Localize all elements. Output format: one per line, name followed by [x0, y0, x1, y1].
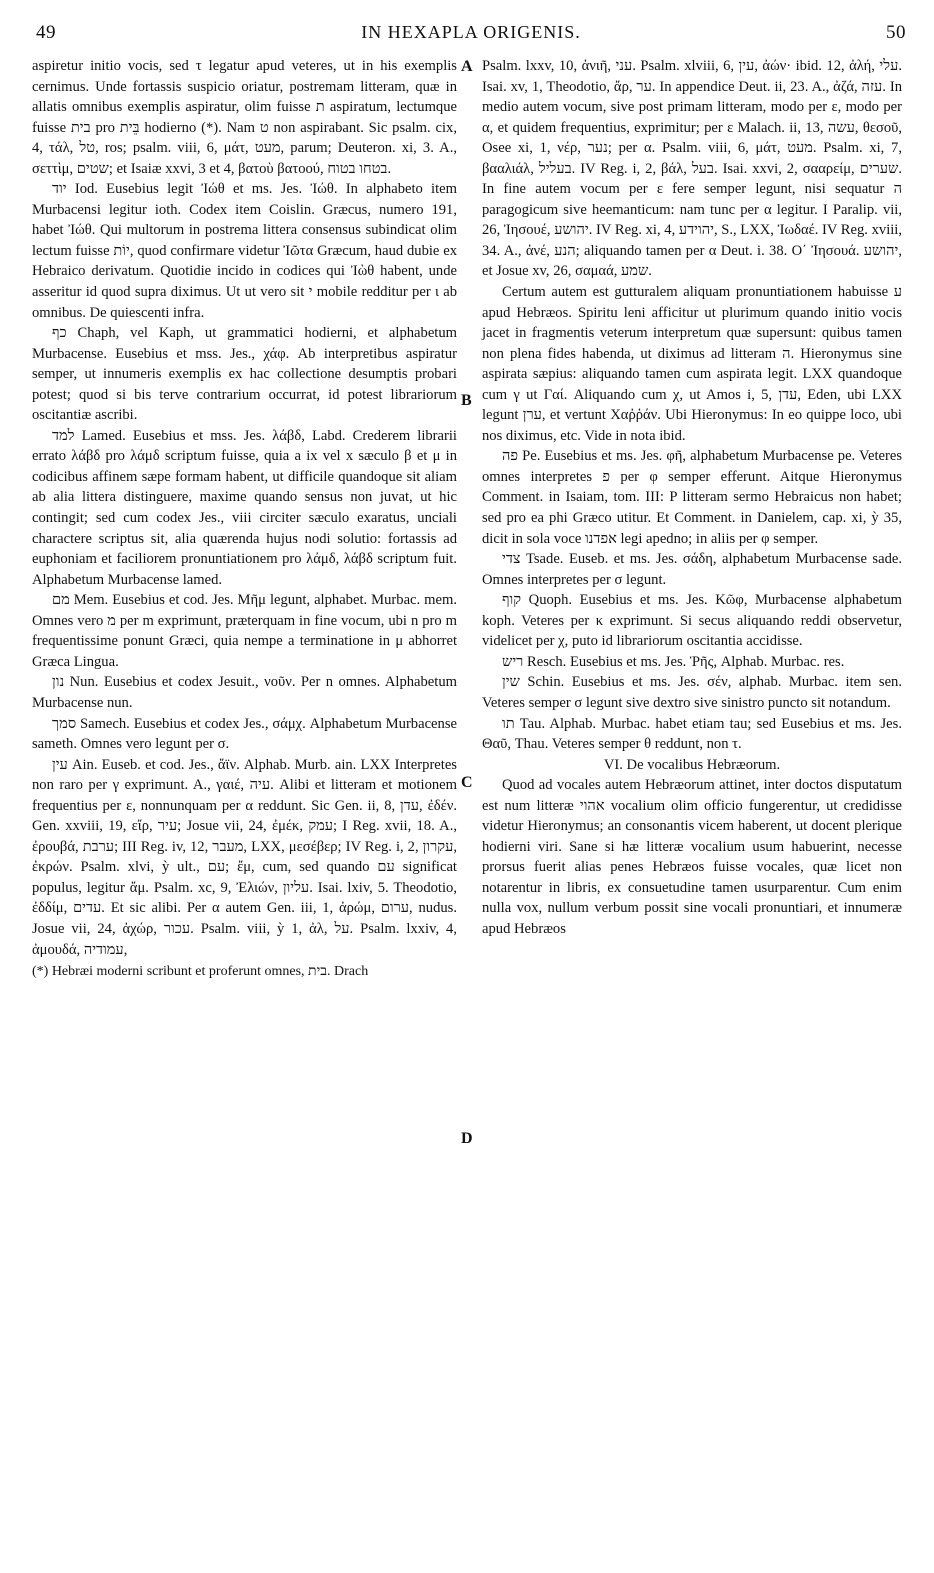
right-column — [482, 56, 902, 940]
paragraph-resch: ריש Resch. Eusebius et ms. Jes. Ῥῆς, Alphab. Murbac. res. — [502, 653, 845, 670]
paragraph-vocales: Quod ad vocales autem Hebræorum attinet, inter doctos disputatum est num litteræ אהוי vocalium olim officio fungerentur, ut credidisse videtur Hieronymus; an consonantis vicem haberent, ut docent plerique hodierni viri. Sane si hæ litteræ vocalium usum habuerint, necesse prorsus fuerit alias penes Hebræos fuisse vocales, quæ licet non notarentur in libris, ex consuetudine tamen usurparentur. Cum enim nulla vox, nullum verbum possit sine vocali pronuntiari, et innumeræ apud Hebræos — [482, 777, 902, 937]
column-marker-a: A — [461, 58, 473, 75]
running-header — [36, 22, 906, 48]
paragraph-schin: שין Schin. Eusebius et ms. Jes. σέν, alphab. Murbac. item sen. Veteres semper σ legunt sive dextro sive sinistro puncto sit notandum. — [482, 674, 902, 711]
paragraph-samech: סמך Samech. Eusebius et codex Jes., σάμχ. Alphabetum Murbacense sameth. Omnes vero legunt per σ. — [32, 715, 457, 753]
paragraph-nun: נון Nun. Eusebius et codex Jesuit., νοῦν. Per n omnes. Alphabetum Murbacense nun. — [32, 674, 457, 711]
section-heading: VI. De vocalibus Hebræorum. — [603, 756, 781, 773]
paragraph: aspiretur initio vocis, sed τ legatur apud veteres, ut in his exemplis cernimus. Unde fortassis suspicio oriatur, postremam litteram, quæ in allatis omnibus exemplis aspiratur, olim fuisse ת aspiratum, lectumque fuisse בית pro בֵּית hodierno (*). Nam ט non aspirabant. Sic psalm. cix, 4, τάλ, טל, ros; psalm. viii, 6, μάτ, מעט, parum; Deuteron. xi, 3. A., σεττὶμ, שטים; et Isaiæ xxvi, 3 et 4, βατοὺ βατοού, בטחו בטוח. — [32, 58, 457, 177]
page-number-right: 50 — [886, 22, 906, 43]
running-title: IN HEXAPLA ORIGENIS. — [361, 22, 581, 42]
paragraph-chaph: כף Chaph, vel Kaph, ut grammatici hodierni, et alphabetum Murbacense. Eusebius et mss. Jes., χάφ. Ab interpretibus aspiratur semper, ut innumeris exemplis ex hac collectione desumptis probari potest; quod si bis terve contrarium occurrat, id potest librariorum oscitantiæ ascribi. — [32, 325, 457, 424]
page-number-left: 49 — [36, 22, 56, 43]
column-marker-b: B — [461, 392, 472, 409]
paragraph-lamed: למד Lamed. Eusebius et mss. Jes. λάβδ, Labd. Crederem librarii errato λάβδ pro λάμδ scriptum fuisse, quia a ix vel x sæculo β et μ in codicibus affinem sæpe formam habent, ut difficile quandoque sit aliam ab alia littera distinguere, maxime quando sensus non juvat, ut hic contingit; sed cum codex Jes., viii circiter sæculo exaratus, unciali charactere scriptus sit, alia quærenda hujus nodi solutio: fortassis ad euphoniam et faciliorem pronuntiationem pro λάμδ, λάβδ scriptum fuit. Alphabetum Murbacense lamed. — [32, 427, 457, 588]
paragraph-ain: עין Ain. Euseb. et cod. Jes., ἄϊν. Alphab. Murb. ain. LXX Interpretes non raro per γ exprimunt. A., γαιέ, עיה. Alibi et litteram et motionem frequentius per ε, nonnunquam per α reddunt. Sic Gen. ii, 8, עדן, ἐδέν. Gen. xxviii, 19, εἴρ, עיר; Josue vii, 24, ἐμέκ, עמק; I Reg. xvii, 18. A., ἐρουβά, ערבת; III Reg. iv, 12, מעבר, LXX, μεσέβερ; IV Reg. i, 2, עקרון, ἐκρών. Psalm. xlvi, ỳ ult., עם; ἔμ, cum, sed quando עם significat populus, legitur ἄμ. Psalm. xc, 9, Ἐλιών, עליון. Isai. lxiv, 5. Theodotio, ἐδδίμ, עדים. Et sic alibi. Per α autem Gen. iii, 1, ἀρώμ, ערום, nudus. Josue vii, 24, ἀχώρ, עכור. Psalm. viii, ỳ 1, ἀλ, על. Psalm. lxxiv, 4, ἀμουδά, עמודיה, — [32, 756, 458, 958]
paragraph-gutturalem: Certum autem est gutturalem aliquam pronuntiationem habuisse ע apud Hebræos. Spiritu leni afficitur ut plurimum quando initio vocis jacet in fragmentis veterum interpretum quæ supersunt: quibus tamen non plena fides habenda, ut diximus ad litteram ה. Hieronymus sine aspirata sæpius: aliquando tamen cum aspirata legit. LXX quandoque cum γ ut Γαί. Aliquando cum χ, ut Amos i, 5, עדן, Eden, ubi LXX legunt ערן, et vertunt Χαῤῥάν. Ubi Hieronymus: In eo quippe loco, ubi nos diximus, etc. Vide in nota ibid. — [482, 284, 903, 444]
paragraph-mem: מם Mem. Eusebius et cod. Jes. Μῆμ legunt, alphabet. Murbac. mem. Omnes vero מ per m exprimunt, præterquam in fine vocum, ubi n pro m frequentissime ponunt Græci, quia nempe a terminatione in μ abhorret Græca Lingua. — [32, 592, 457, 670]
column-marker-d: D — [461, 1130, 473, 1147]
left-column — [32, 56, 457, 983]
paragraph-tsade: צדי Tsade. Euseb. et ms. Jes. σάδη, alphabetum Murbacense sade. Omnes interpretes per σ legunt. — [482, 551, 902, 588]
column-marker-c: C — [461, 774, 473, 791]
paragraph-pe: פה Pe. Eusebius et ms. Jes. φῆ, alphabetum Murbacense pe. Veteres omnes interpretes פ per φ semper efferunt. Aitque Hieronymus Comment. in Isaiam, tom. III: P litteram sermo Hebraicus non habet; sed pro ea phi Græco utitur. Et Comment. in Danielem, cap. xi, ỳ 35, dicit in sola voce אפדנו legi apedno; in aliis per φ semper. — [482, 448, 902, 547]
paragraph-quoph: קוף Quoph. Eusebius et ms. Jes. Κῶφ, Murbacense alphabetum koph. Veteres per κ exprimunt. Si secus aliquando reddi observetur, videlicet per χ, puto id librariorum oscitantia accidisse. — [482, 592, 902, 650]
paragraph-ain-cont: Psalm. lxxv, 10, ἀνιῆ, עני. Psalm. xlviii, 6, עין, ἀών· ibid. 12, ἀλή, עלי. Isai. xv, 1, Theodotio, ἄρ, ער. In appendice Deut. ii, 23. A., ἀζά, עזה. In medio autem vocum, sive post primam litteram, modo per ε, modo per α, et quidem frequentius, exprimitur; per ε Malach. ii, 13, עשה, θεσοῦ, Osee xi, 1, νέρ, נער; per α. Psalm. viii, 6, μάτ, מעט. Psalm. xi, 7, βααλιάλ, בעליל. IV Reg. i, 2, βάλ, בעל. Isai. xxvi, 2, σααρείμ, שערים. In fine autem vocum per ε fere semper legunt, nisi sequatur ה paragogicum sive heemanticum: nam tunc per α legitur. I Paralip. vii, 26, Ἰησουέ, יהושע. IV Reg. xi, 4, יהוידע, S., LXX, Ἰωδαέ. IV Reg. xviii, 34. A., ἀνέ, הנע; aliquando tamen per α Deut. i. 38. Ο΄ Ἰησουά. יהושע, et Josue xv, 26, σαμαά, שמע. — [482, 58, 903, 280]
footnote: (*) Hebræi moderni scribunt et proferunt omnes, בית. Drach — [32, 964, 369, 980]
paragraph-tau: תו Tau. Alphab. Murbac. habet etiam tau; sed Eusebius et ms. Jes. Θαῦ, Thau. Veteres semper θ reddunt, non τ. — [482, 715, 902, 753]
paragraph-iod: יוד Iod. Eusebius legit Ἰώθ et ms. Jes. Ἰώθ. In alphabeto item Murbacensi legitur ioth. Codex item Coislin. Græcus, numero 191, habet Ἰώθ. Qui multorum in postrema littera consensus subindicat olim lectum fuisse יוֹת, quod confirmare videtur Ἰῶτα Græcum, haud dubie ex Hebraico derivatum. Quotidie incido in codices qui Ἰὼθ habent, unde asseritur id quod supra diximus. Ut ut vero sit י mobile redditur per ι ab omnibus. De quiescenti infra. — [32, 181, 457, 321]
